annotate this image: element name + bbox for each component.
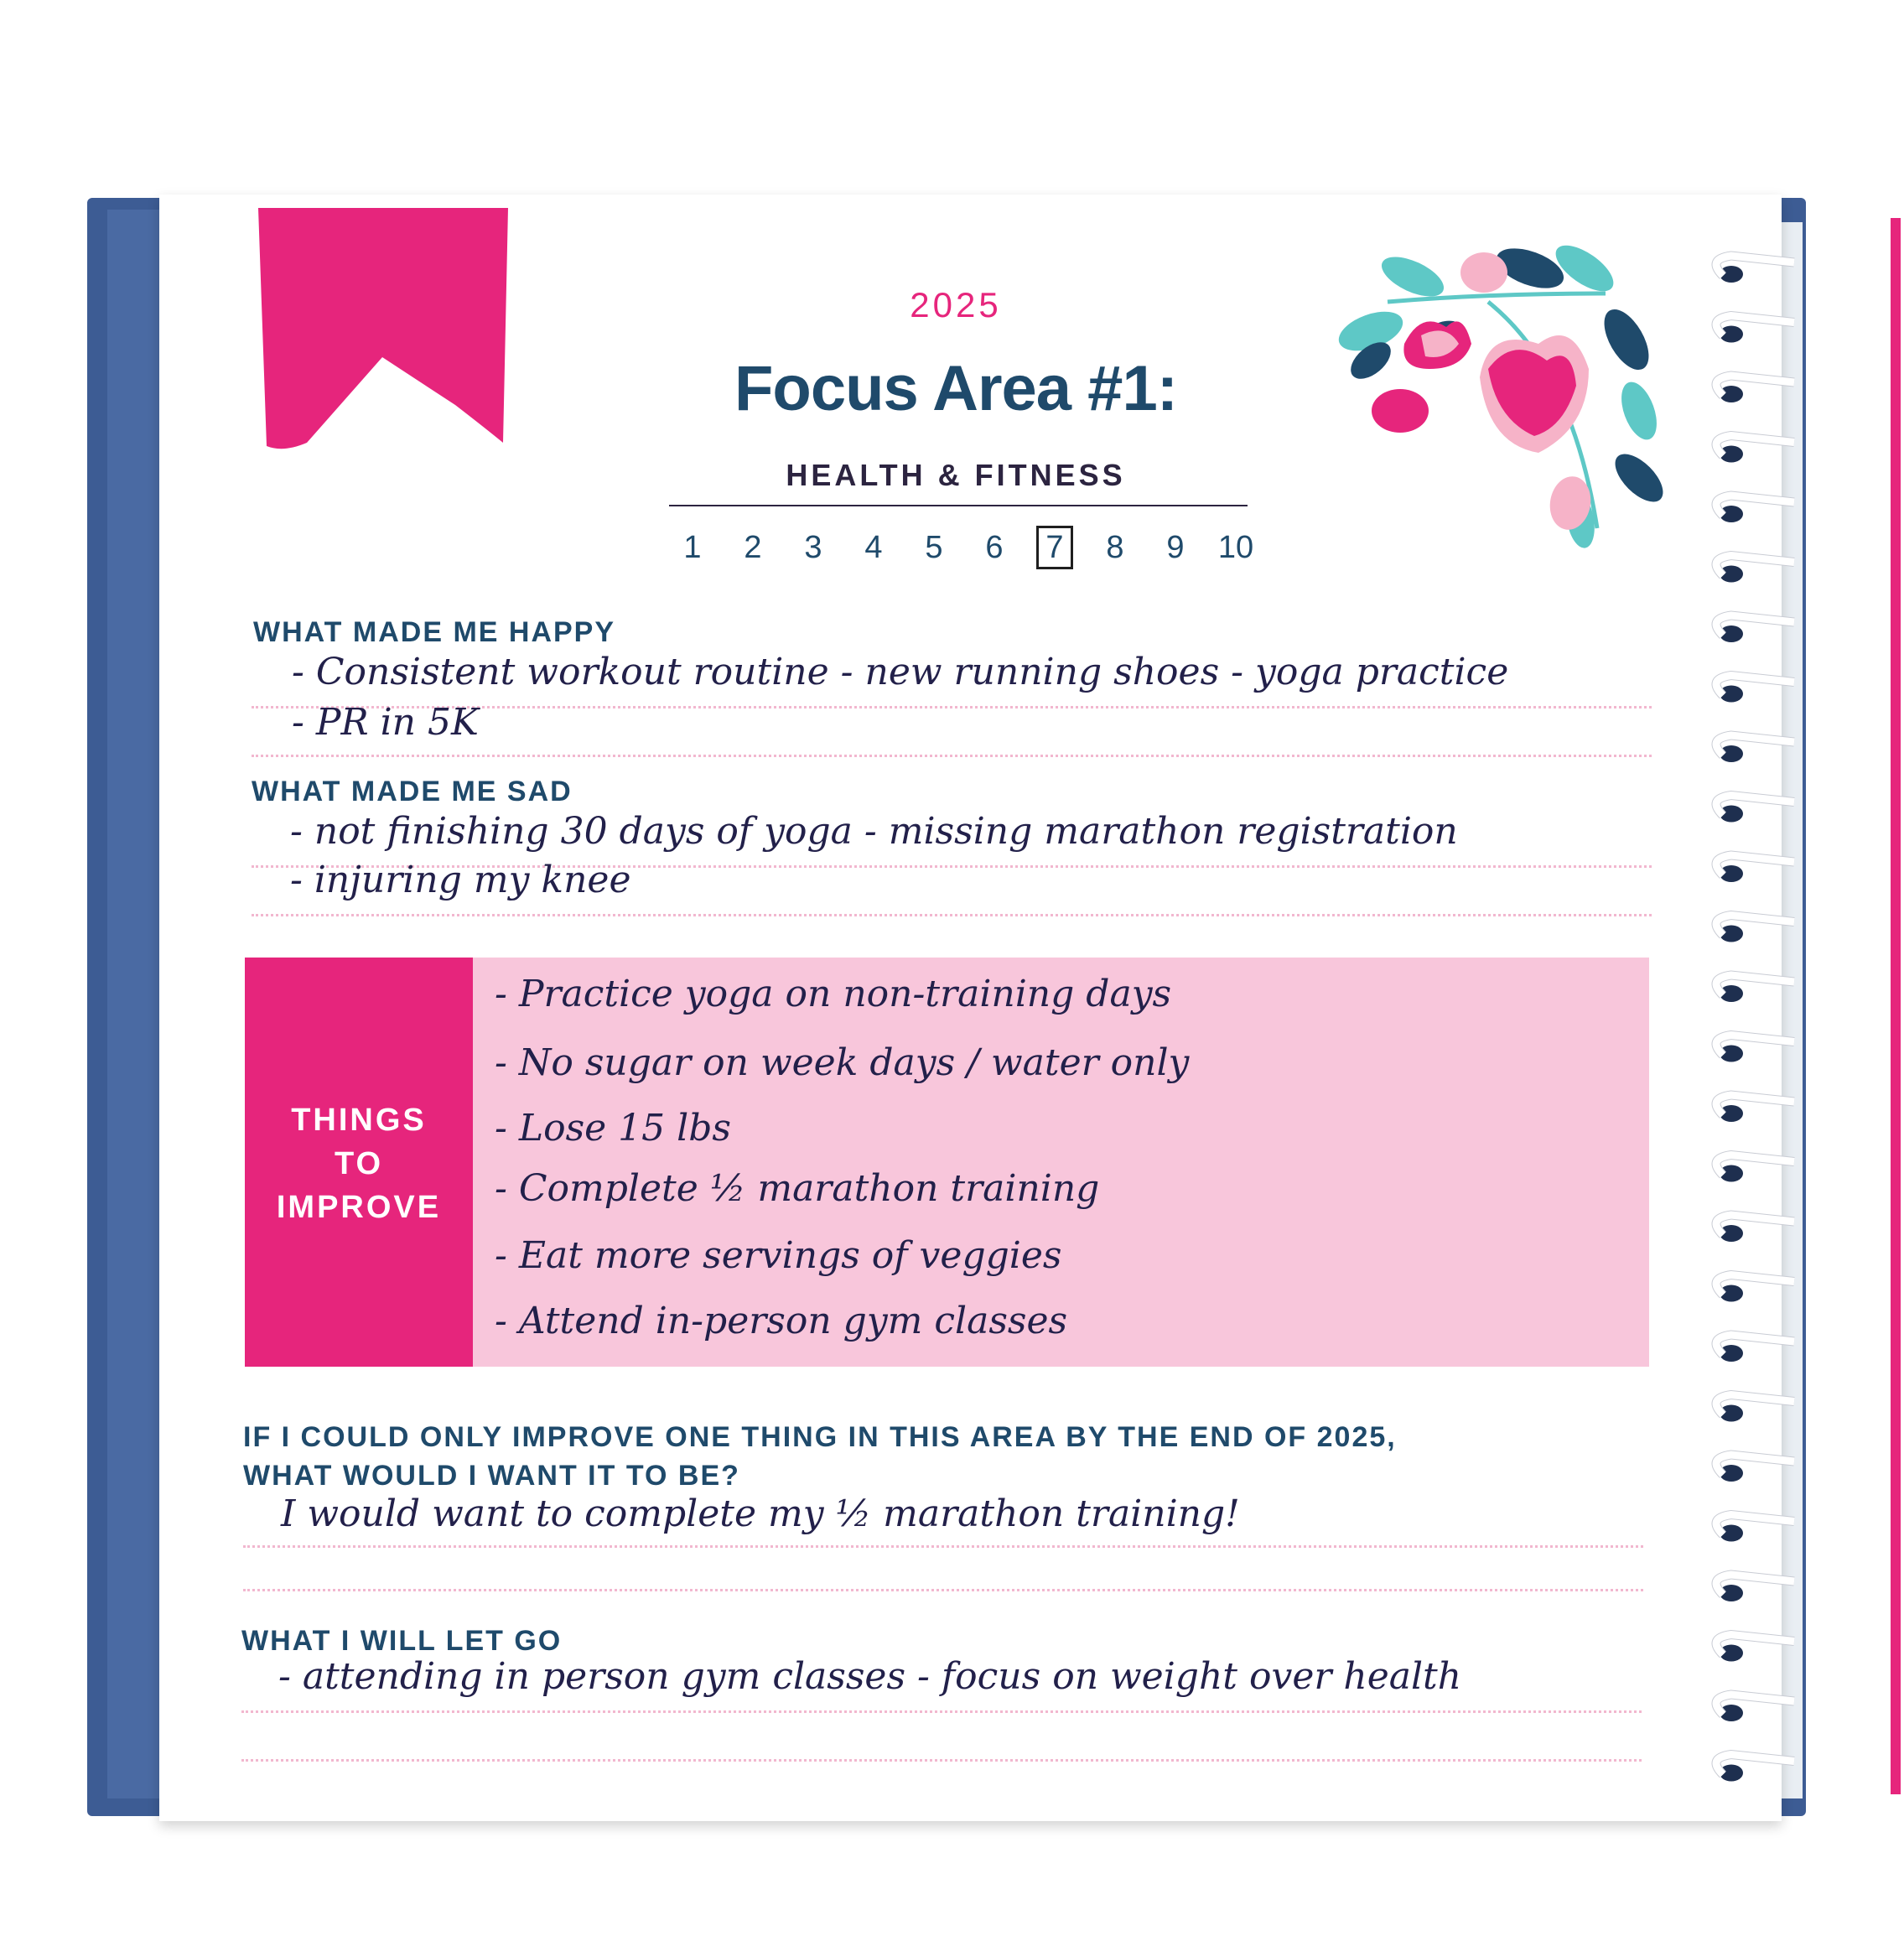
happy-heading: WHAT MADE ME HAPPY — [253, 616, 616, 648]
coil-ring — [1716, 436, 1794, 463]
rating-scale — [662, 524, 1266, 571]
improve-label-line-1: THINGS — [291, 1103, 427, 1138]
writing-line — [243, 1545, 1643, 1548]
improve-item-2: - No sugar on week days / water only — [495, 1041, 1190, 1084]
focus-area-subtitle: HEALTH & FITNESS — [786, 458, 1126, 492]
rating-number: 10 — [1217, 530, 1254, 565]
coil-ring — [1716, 1335, 1794, 1362]
coil-ring — [1716, 1095, 1794, 1122]
improve-item-6: - Attend in-person gym classes — [495, 1300, 1068, 1342]
coil-ring — [1716, 916, 1794, 942]
coil-ring — [1716, 1755, 1794, 1782]
one-thing-heading-2: WHAT WOULD I WANT IT TO BE? — [243, 1460, 740, 1492]
floral-illustration — [1320, 243, 1689, 579]
coil-ring — [1716, 1155, 1794, 1182]
coil-ring — [1716, 615, 1794, 642]
sad-line-1: - not finishing 30 days of yoga - missing marathon registration — [290, 810, 1458, 853]
rating-number: 9 — [1166, 530, 1185, 565]
rating-number: 1 — [683, 530, 702, 565]
coil-ring — [1716, 1635, 1794, 1662]
improve-label-line-3: IMPROVE — [276, 1190, 442, 1225]
bookmark-ribbon — [258, 208, 510, 451]
sad-line-2: - injuring my knee — [290, 859, 631, 901]
spiral-binding — [1698, 243, 1798, 1794]
rating-number: 4 — [864, 530, 883, 565]
improve-label-line-2: TO — [334, 1146, 384, 1181]
coil-ring — [1716, 256, 1794, 283]
writing-line — [241, 1759, 1642, 1762]
rating-option-3 — [783, 524, 843, 571]
rating-option-6 — [964, 524, 1025, 571]
coil-ring — [1716, 1575, 1794, 1601]
rating-option-10 — [1206, 524, 1266, 571]
coil-ring — [1716, 316, 1794, 343]
coil-ring — [1716, 1395, 1794, 1422]
coil-ring — [1716, 556, 1794, 583]
writing-line — [252, 914, 1652, 916]
coil-ring — [1716, 1035, 1794, 1062]
improve-item-4: - Complete ½ marathon training — [495, 1167, 1100, 1210]
rating-option-4 — [843, 524, 904, 571]
rating-number: 7 — [1036, 526, 1072, 569]
coil-ring — [1716, 676, 1794, 703]
rating-option-2 — [723, 524, 783, 571]
rating-number: 6 — [985, 530, 1004, 565]
let-go-answer: - attending in person gym classes - focus on weight over health — [278, 1655, 1462, 1698]
happy-line-1: - Consistent workout routine - new running shoes - yoga practice — [292, 651, 1509, 693]
one-thing-answer: I would want to complete my ½ marathon training! — [281, 1492, 1240, 1535]
rating-option-8 — [1085, 524, 1145, 571]
coil-ring — [1716, 855, 1794, 882]
improve-item-5: - Eat more servings of veggies — [495, 1234, 1062, 1277]
let-go-heading: WHAT I WILL LET GO — [241, 1625, 563, 1657]
coil-ring — [1716, 1515, 1794, 1542]
coil-ring — [1716, 1215, 1794, 1242]
improve-item-1: - Practice yoga on non-training days — [495, 973, 1172, 1015]
one-thing-heading-1: IF I COULD ONLY IMPROVE ONE THING IN THIS AREA BY THE END OF 2025, — [243, 1421, 1397, 1453]
rating-number: 8 — [1106, 530, 1124, 565]
coil-ring — [1716, 496, 1794, 522]
coil-ring — [1716, 1695, 1794, 1721]
writing-line — [243, 1589, 1643, 1591]
rating-option-5 — [904, 524, 964, 571]
rating-number: 5 — [925, 530, 943, 565]
writing-line — [241, 1710, 1642, 1713]
page-title: Focus Area #1: — [734, 353, 1178, 424]
rating-option-7 — [1025, 524, 1085, 571]
coil-ring — [1716, 735, 1794, 762]
coil-ring — [1716, 376, 1794, 402]
happy-line-2: - PR in 5K — [292, 701, 479, 744]
coil-ring — [1716, 796, 1794, 823]
rating-number: 3 — [804, 530, 822, 565]
year-label: 2025 — [910, 285, 1002, 324]
pink-page-edge — [1891, 218, 1901, 1794]
rating-option-9 — [1145, 524, 1206, 571]
coil-ring — [1716, 1275, 1794, 1302]
rating-option-1 — [662, 524, 723, 571]
sad-heading: WHAT MADE ME SAD — [252, 776, 573, 807]
writing-line — [252, 755, 1652, 757]
rating-number: 2 — [744, 530, 762, 565]
improve-item-3: - Lose 15 lbs — [495, 1107, 731, 1150]
improve-label — [245, 1098, 473, 1229]
subtitle-underline — [669, 505, 1248, 506]
coil-ring — [1716, 975, 1794, 1002]
coil-ring — [1716, 1455, 1794, 1482]
